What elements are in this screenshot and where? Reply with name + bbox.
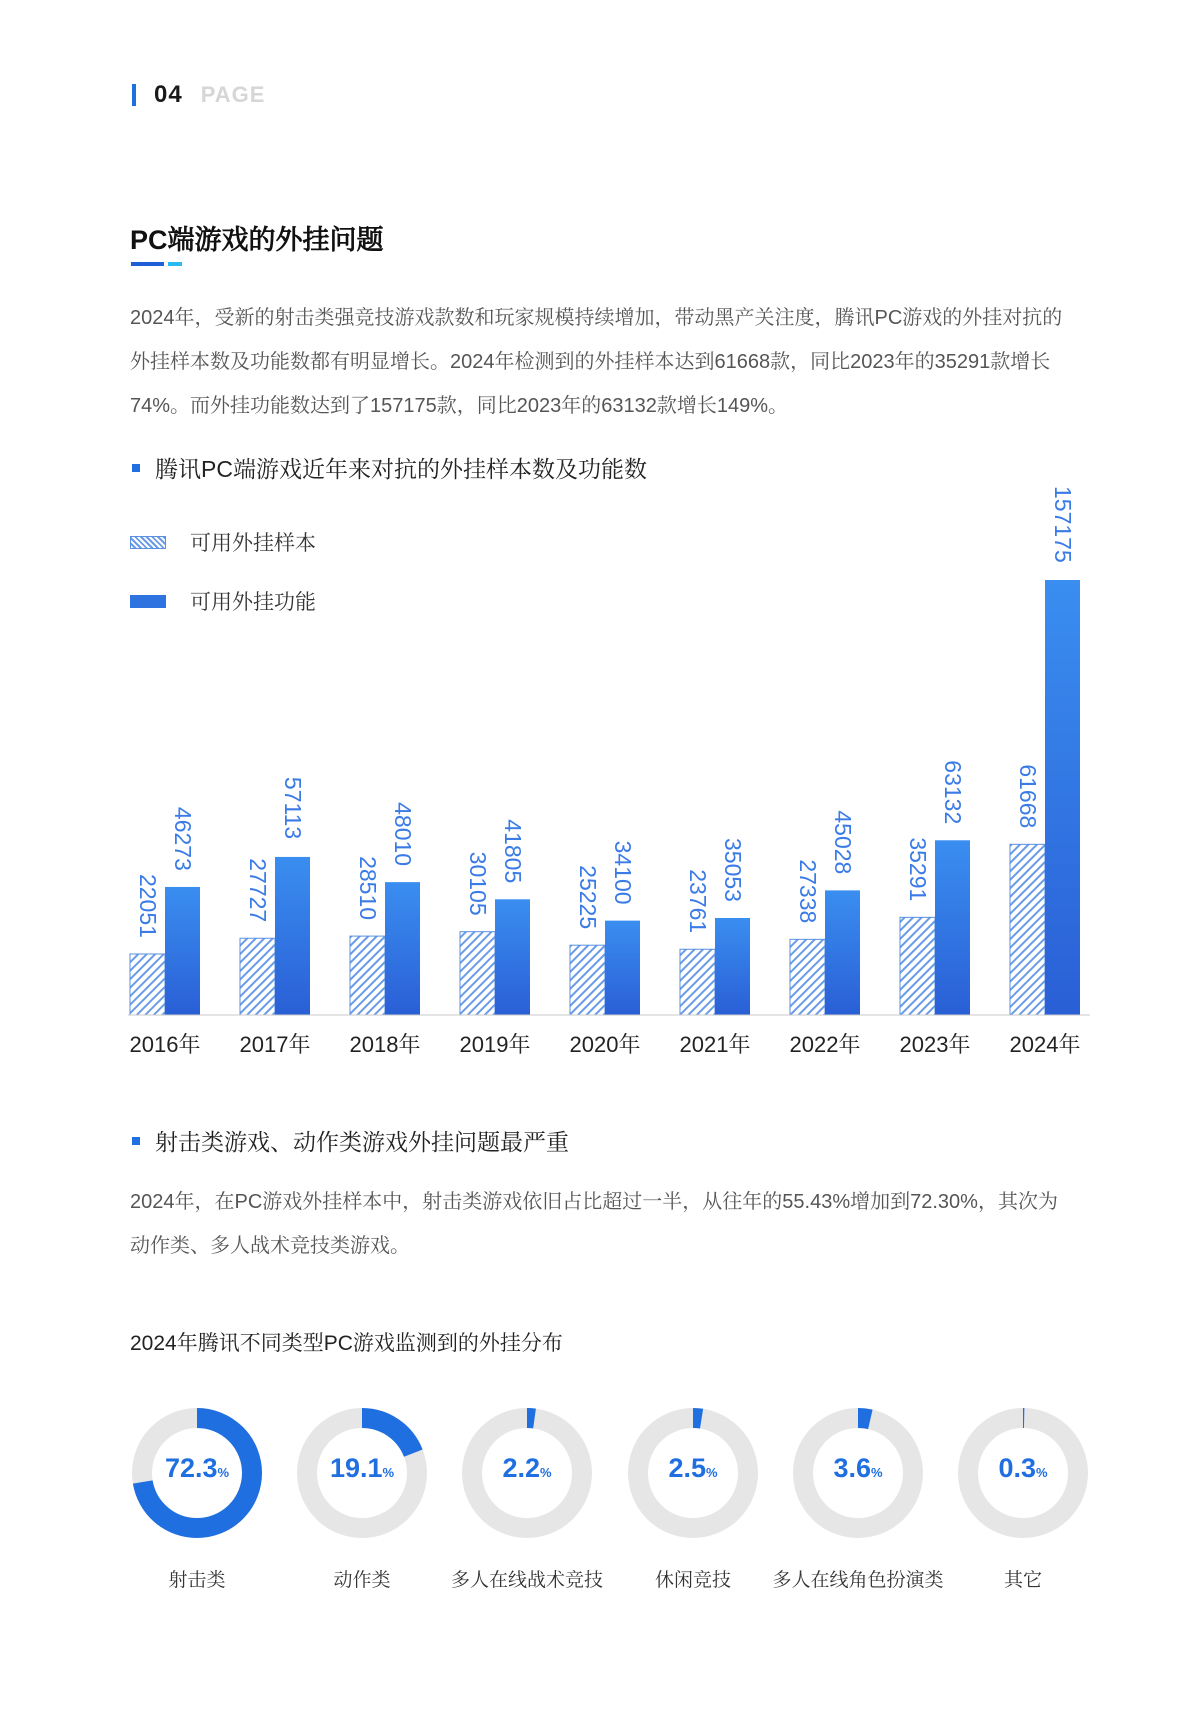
donut-label-4: 多人在线角色扮演类 (772, 1570, 944, 1591)
percentage-symbol: % (217, 1465, 230, 1480)
percentage-symbol: % (539, 1465, 552, 1480)
bar-functions-8 (1045, 580, 1080, 1015)
donut-label-0: 射击类 (168, 1570, 226, 1591)
label-functions-7: 63132 (940, 760, 966, 825)
label-functions-3: 41805 (500, 819, 526, 884)
donut-4 (788, 1403, 928, 1543)
donut-percentage (127, 1453, 267, 1484)
donut-percentage (788, 1453, 928, 1484)
bar-samples-8 (1010, 844, 1045, 1015)
bar-samples-1 (240, 938, 275, 1015)
bar-samples-0 (130, 954, 165, 1015)
donut-0 (127, 1403, 267, 1543)
percentage-value: 72.3 (164, 1453, 218, 1483)
donut-section-title: 2024年腾讯不同类型PC游戏监测到的外挂分布 (130, 1332, 563, 1355)
label-functions-1: 57113 (280, 776, 306, 840)
category-label-1: 2017年 (239, 1032, 311, 1057)
label-samples-2: 28510 (355, 856, 381, 921)
label-samples-0: 22051 (135, 873, 161, 938)
donut-percentage (623, 1453, 763, 1484)
bar-samples-3 (460, 932, 495, 1015)
percentage-value: 3.6 (833, 1453, 871, 1483)
donut-percentage (292, 1453, 432, 1484)
page-number: 04 (154, 81, 183, 108)
donut-2 (457, 1403, 597, 1543)
donut-percentage (457, 1453, 597, 1484)
bar-samples-2 (350, 936, 385, 1015)
percentage-symbol: % (705, 1465, 718, 1480)
bar-functions-5 (715, 918, 750, 1015)
category-label-8: 2024年 (1009, 1032, 1081, 1057)
percentage-symbol: % (1035, 1465, 1048, 1480)
label-samples-4: 25225 (575, 865, 601, 930)
donut-label-3: 休闲竞技 (654, 1570, 731, 1591)
intro-paragraph: 2024年，受新的射击类强竞技游戏款数和玩家规模持续增加，带动黑产关注度，腾讯PC游戏的外挂对抗的外挂样本数及功能数都有明显增长。2024年检测到的外挂样本达到61668款，同比2023年的35291款增长74%。而外挂功能数达到了157175款，同比2023年的63132款增长149%。 (130, 307, 1063, 417)
bar-samples-5 (680, 949, 715, 1015)
donut-row (0, 1395, 1200, 1595)
label-functions-8: 157175 (1050, 486, 1076, 563)
donut-5 (953, 1403, 1093, 1543)
bar-functions-3 (495, 899, 530, 1015)
bar-samples-7 (900, 917, 935, 1015)
chart-heading-text: 腾讯PC端游戏近年来对抗的外挂样本数及功能数 (155, 456, 647, 482)
label-functions-6: 45028 (830, 810, 856, 875)
title-underline-primary (131, 262, 164, 266)
bar-functions-2 (385, 882, 420, 1015)
percentage-value: 0.3 (998, 1453, 1036, 1483)
category-label-3: 2019年 (459, 1032, 531, 1057)
section2-heading-text: 射击类游戏、动作类游戏外挂问题最严重 (155, 1129, 569, 1155)
donut-label-2: 多人在线战术竞技 (450, 1570, 603, 1591)
percentage-symbol: % (382, 1465, 395, 1480)
bar-functions-1 (275, 857, 310, 1015)
legend-functions-label: 可用外挂功能 (190, 591, 316, 614)
bar-functions-7 (935, 840, 970, 1015)
donut-label-5: 其它 (1003, 1570, 1042, 1591)
label-functions-5: 35053 (720, 837, 746, 902)
percentage-value: 2.2 (502, 1453, 540, 1483)
section-title: PC端游戏的外挂问题 (130, 225, 384, 255)
donut-3 (623, 1403, 763, 1543)
legend-samples-label: 可用外挂样本 (190, 532, 316, 555)
label-samples-3: 30105 (465, 851, 491, 916)
category-label-0: 2016年 (129, 1032, 201, 1057)
heading-bullet-icon (132, 464, 140, 472)
label-samples-5: 23761 (685, 869, 711, 934)
bar-functions-4 (605, 921, 640, 1015)
title-underline (131, 262, 181, 266)
donut-percentage (953, 1453, 1093, 1484)
donut-label-1: 动作类 (333, 1570, 391, 1591)
bar-samples-6 (790, 939, 825, 1015)
category-label-7: 2023年 (899, 1032, 971, 1057)
percentage-value: 2.5 (668, 1453, 706, 1483)
donut-1 (292, 1403, 432, 1543)
heading-bullet-icon (132, 1137, 140, 1145)
bar-samples-4 (570, 945, 605, 1015)
bar-chart (0, 480, 1200, 1060)
label-functions-4: 34100 (610, 840, 636, 905)
page-marker-bar (132, 84, 136, 106)
category-label-2: 2018年 (349, 1032, 421, 1057)
distribution-paragraph: 2024年，在PC游戏外挂样本中，射击类游戏依旧占比超过一半，从往年的55.43%增加到72.30%，其次为动作类、多人战术竞技类游戏。 (130, 1191, 1058, 1257)
page-label: PAGE (200, 82, 266, 107)
bar-functions-0 (165, 887, 200, 1015)
category-label-5: 2021年 (679, 1032, 751, 1057)
label-samples-6: 27338 (795, 859, 821, 924)
label-samples-8: 61668 (1015, 764, 1041, 829)
percentage-symbol: % (870, 1465, 883, 1480)
title-underline-accent (168, 262, 182, 266)
category-label-6: 2022年 (789, 1032, 861, 1057)
label-samples-1: 27727 (245, 858, 271, 923)
bar-functions-6 (825, 890, 860, 1015)
label-functions-0: 46273 (170, 806, 196, 871)
page-number-header (132, 80, 265, 110)
label-samples-7: 35291 (905, 837, 931, 902)
category-label-4: 2020年 (569, 1032, 641, 1057)
percentage-value: 19.1 (329, 1453, 383, 1483)
label-functions-2: 48010 (390, 802, 416, 867)
section2-heading (132, 1124, 569, 1157)
